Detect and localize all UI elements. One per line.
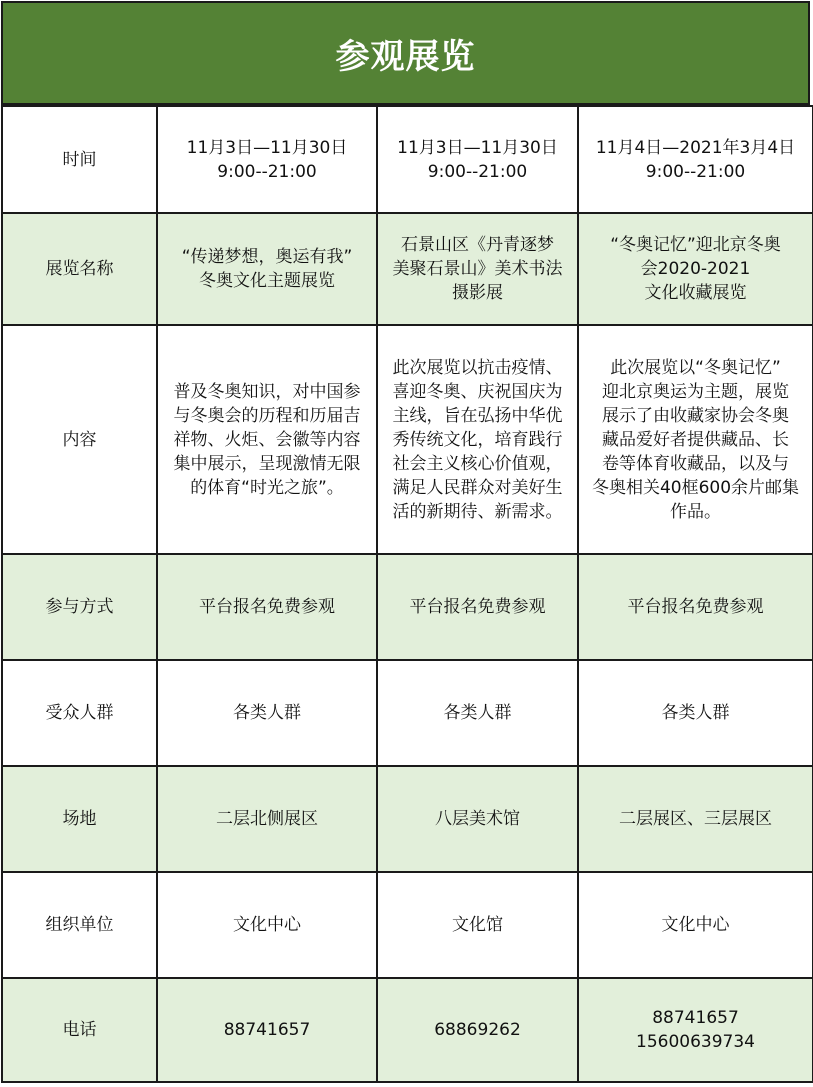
venue-cell-1: 二层北侧展区	[157, 766, 377, 872]
time-cell-2: 11月3日—11月30日 9:00--21:00	[377, 106, 578, 213]
content-cell-2: 此次展览以抗击疫情、 喜迎冬奥、庆祝国庆为 主线，旨在弘扬中华优 秀传统文化，培育践行 社会主义核心价值观， 满足人民群众对美好生 活的新期待、新需求。	[377, 325, 578, 554]
organizer-cell-3: 文化中心	[578, 872, 813, 978]
organizer-cell-2: 文化馆	[377, 872, 578, 978]
row-label-content: 内容	[2, 325, 157, 554]
phone-cell-2: 68869262	[377, 978, 578, 1082]
content-cell-3: 此次展览以“冬奥记忆” 迎北京奥运为主题，展览 展示了由收藏家协会冬奥 藏品爱好者提供藏品、长 卷等体育收藏品，以及与 冬奥相关40框600余片邮集 作品。	[578, 325, 813, 554]
table-row-phone	[2, 978, 813, 1082]
row-label-organizer: 组织单位	[2, 872, 157, 978]
participation-cell-1: 平台报名免费参观	[157, 554, 377, 660]
row-label-time: 时间	[2, 106, 157, 213]
row-label-participation: 参与方式	[2, 554, 157, 660]
organizer-cell-1: 文化中心	[157, 872, 377, 978]
audience-cell-2: 各类人群	[377, 660, 578, 766]
venue-cell-3: 二层展区、三层展区	[578, 766, 813, 872]
table-row-participation	[2, 554, 813, 660]
exhibition-name-cell-3: “冬奥记忆”迎北京冬奥 会2020-2021 文化收藏展览	[578, 213, 813, 325]
table-row-venue	[2, 766, 813, 872]
table-row-content	[2, 325, 813, 554]
row-label-audience: 受众人群	[2, 660, 157, 766]
phone-cell-1: 88741657	[157, 978, 377, 1082]
exhibition-table	[1, 105, 813, 1083]
row-label-venue: 场地	[2, 766, 157, 872]
time-cell-1: 11月3日—11月30日 9:00--21:00	[157, 106, 377, 213]
title-bar	[1, 1, 810, 105]
row-label-phone: 电话	[2, 978, 157, 1082]
row-label-exhibition-name: 展览名称	[2, 213, 157, 325]
exhibition-page	[1, 1, 812, 1085]
audience-cell-3: 各类人群	[578, 660, 813, 766]
table-row-organizer	[2, 872, 813, 978]
audience-cell-1: 各类人群	[157, 660, 377, 766]
content-cell-1: 普及冬奥知识，对中国参 与冬奥会的历程和历届吉 祥物、火炬、会徽等内容 集中展示，呈现激情无限 的体育“时光之旅”。	[157, 325, 377, 554]
venue-cell-2: 八层美术馆	[377, 766, 578, 872]
exhibition-name-cell-2: 石景山区《丹青逐梦 美聚石景山》美术书法 摄影展	[377, 213, 578, 325]
table-row-audience	[2, 660, 813, 766]
time-cell-3: 11月4日—2021年3月4日 9:00--21:00	[578, 106, 813, 213]
participation-cell-3: 平台报名免费参观	[578, 554, 813, 660]
table-row-exhibition-name	[2, 213, 813, 325]
page-title: 参观展览	[335, 36, 476, 77]
participation-cell-2: 平台报名免费参观	[377, 554, 578, 660]
table-row-time	[2, 106, 813, 213]
phone-cell-3: 88741657 15600639734	[578, 978, 813, 1082]
exhibition-name-cell-1: “传递梦想，奥运有我” 冬奥文化主题展览	[157, 213, 377, 325]
